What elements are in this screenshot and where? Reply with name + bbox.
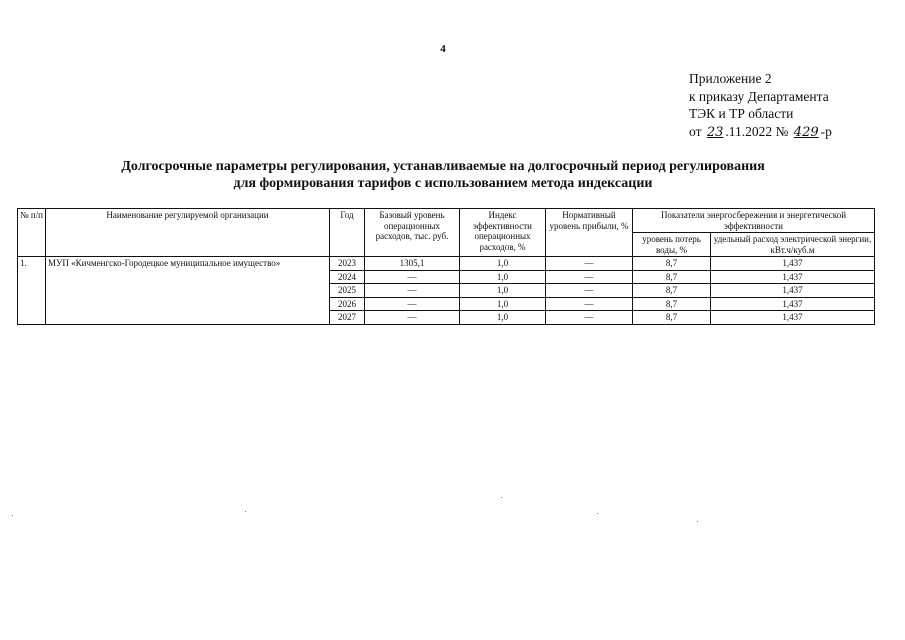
cell-electricity: 1,437 bbox=[711, 257, 875, 271]
cell-electricity: 1,437 bbox=[711, 284, 875, 298]
header-base-level: Базовый уровень операционных расходов, тыс. руб. bbox=[365, 209, 460, 257]
org-name: МУП «Кичменгско-Городецкое муниципальное имущество» bbox=[46, 257, 330, 325]
order-suffix: -р bbox=[820, 123, 832, 139]
table-row bbox=[18, 257, 875, 271]
scan-speck bbox=[245, 511, 246, 512]
header-electricity: удельный расход электрической энергии, кВт.ч/куб.м bbox=[711, 233, 875, 257]
cell-profit: — bbox=[546, 311, 633, 325]
cell-water-loss: 8,7 bbox=[633, 270, 711, 284]
header-org: Наименование регулируемой организации bbox=[46, 209, 330, 257]
cell-electricity: 1,437 bbox=[711, 270, 875, 284]
table-body bbox=[18, 257, 875, 325]
header-profit-level: Нормативный уровень прибыли, % bbox=[546, 209, 633, 257]
cell-year: 2026 bbox=[330, 297, 365, 311]
appendix-date-line bbox=[689, 123, 832, 142]
title-line-2: для формирования тарифов с использованием метода индексации bbox=[233, 176, 653, 191]
date-prefix: от bbox=[689, 123, 702, 139]
appendix-line-3: ТЭК и ТР области bbox=[689, 106, 794, 121]
cell-profit: — bbox=[546, 270, 633, 284]
parameters-table bbox=[17, 208, 875, 325]
cell-water-loss: 8,7 bbox=[633, 297, 711, 311]
appendix-block bbox=[689, 70, 832, 141]
cell-electricity: 1,437 bbox=[711, 311, 875, 325]
header-year: Год bbox=[330, 209, 365, 257]
header-row-1 bbox=[18, 209, 875, 233]
cell-base: — bbox=[365, 311, 460, 325]
header-water-loss: уровень потерь воды, % bbox=[633, 233, 711, 257]
cell-index: 1,0 bbox=[460, 284, 546, 298]
cell-electricity: 1,437 bbox=[711, 297, 875, 311]
cell-water-loss: 8,7 bbox=[633, 284, 711, 298]
cell-year: 2025 bbox=[330, 284, 365, 298]
header-efficiency-index: Индекс эффективности операционных расходов, % bbox=[460, 209, 546, 257]
cell-profit: — bbox=[546, 297, 633, 311]
cell-index: 1,0 bbox=[460, 270, 546, 284]
document-title bbox=[0, 158, 886, 192]
cell-base: — bbox=[365, 297, 460, 311]
cell-profit: — bbox=[546, 284, 633, 298]
appendix-line-1: Приложение 2 bbox=[689, 71, 772, 86]
cell-index: 1,0 bbox=[460, 297, 546, 311]
appendix-line-2: к приказу Департамента bbox=[689, 88, 829, 104]
handwritten-day: 23 bbox=[706, 124, 724, 140]
page-number: 4 bbox=[440, 43, 446, 55]
cell-base: — bbox=[365, 284, 460, 298]
cell-year: 2027 bbox=[330, 311, 365, 325]
cell-base: 1305,1 bbox=[365, 257, 460, 271]
cell-water-loss: 8,7 bbox=[633, 257, 711, 271]
title-line-1: Долгосрочные параметры регулирования, устанавливаемые на долгосрочный период регулирования bbox=[121, 159, 765, 174]
scan-speck bbox=[597, 513, 598, 514]
cell-base: — bbox=[365, 270, 460, 284]
scan-speck bbox=[12, 515, 13, 516]
header-num: № п/п bbox=[18, 209, 46, 257]
scan-speck bbox=[501, 497, 502, 498]
header-energy-group: Показатели энергосбережения и энергетической эффективности bbox=[633, 209, 875, 233]
cell-index: 1,0 bbox=[460, 311, 546, 325]
handwritten-order-number: 429 bbox=[793, 124, 819, 140]
cell-index: 1,0 bbox=[460, 257, 546, 271]
scan-speck bbox=[697, 521, 698, 522]
date-rest: .11.2022 № bbox=[725, 123, 789, 139]
cell-year: 2023 bbox=[330, 257, 365, 271]
cell-year: 2024 bbox=[330, 270, 365, 284]
org-number: 1. bbox=[18, 257, 46, 325]
cell-profit: — bbox=[546, 257, 633, 271]
cell-water-loss: 8,7 bbox=[633, 311, 711, 325]
